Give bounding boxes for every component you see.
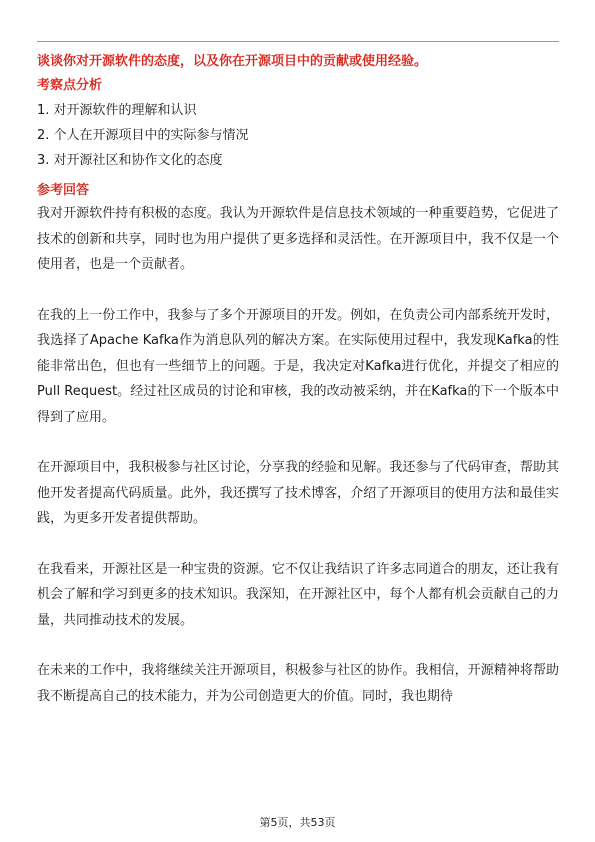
answer-paragraph: 在我看来，开源社区是一种宝贵的资源。它不仅让我结识了许多志同道合的朋友，还让我有机会了解和学习到更多的技术知识。我深知，在开源社区中，每个人都有机会贡献自己的力量，共同推动技术的发展。 [37,561,559,628]
analysis-point: 1. 对开源软件的理解和认识 [37,103,197,118]
answer-paragraph: 在我的上一份工作中，我参与了多个开源项目的开发。例如，在负责公司内部系统开发时，我选择了Apache Kafka作为消息队列的解决方案。在实际使用过程中，我发现Kafka的性能非常出色，但也有一些细节上的问题。于是，我决定对Kafka进行优化，并提交了相应的Pull Request。经过社区成员的讨论和审核，我的改动被采纳，并在Kafka的下一个版本中得到了应用。 [37,307,559,425]
header-divider [37,41,559,42]
answer-paragraph: 我对开源软件持有积极的态度。我认为开源软件是信息技术领域的一种重要趋势，它促进了技术的创新和共享，同时也为用户提供了更多选择和灵活性。在开源项目中，我不仅是一个使用者，也是一个贡献者。 [37,206,559,272]
answer-body [37,201,559,709]
question-heading: 谈谈你对开源软件的态度，以及你在开源项目中的贡献或使用经验。 [37,54,428,69]
analysis-title: 考察点分析 [37,78,103,93]
analysis-point: 2. 个人在开源项目中的实际参与情况 [37,128,249,143]
document-body [37,52,559,734]
page-number: 第5页，共53页 [259,816,336,829]
analysis-points [37,101,559,171]
analysis-point: 3. 对开源社区和协作文化的态度 [37,153,223,168]
answer-paragraph: 在开源项目中，我积极参与社区讨论，分享我的经验和见解。我还参与了代码审查，帮助其他开发者提高代码质量。此外，我还撰写了技术博客，介绍了开源项目的使用方法和最佳实践，为更多开发者提供帮助。 [37,460,559,526]
answer-paragraph: 在未来的工作中，我将继续关注开源项目，积极参与社区的协作。我相信，开源精神将帮助我不断提高自己的技术能力，并为公司创造更大的价值。同时，我也期待 [37,663,559,704]
answer-title: 参考回答 [37,183,90,198]
